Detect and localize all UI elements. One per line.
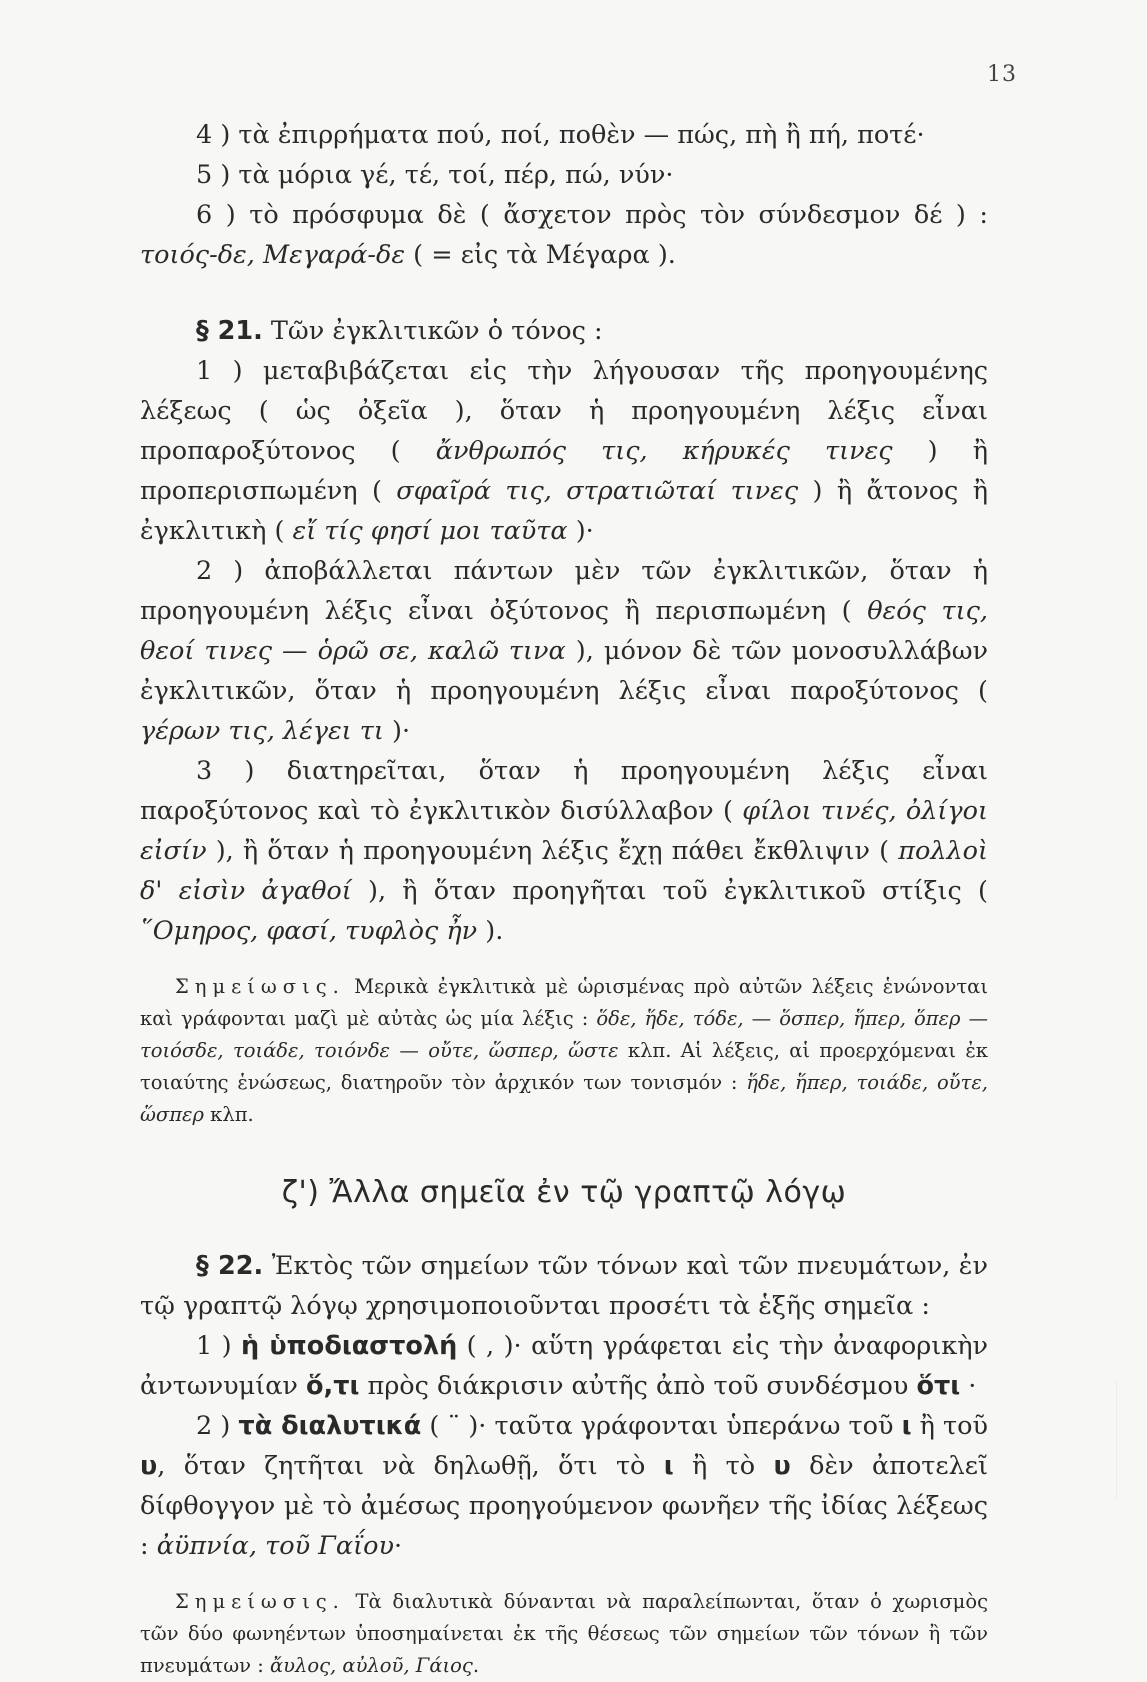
rule3-text-a: 3 ) διατηρεῖται, ὅταν ἡ προηγουμένη λέξις εἶναι παροξύτονος καὶ τὸ ἐγκλιτικὸν δισύλλαβον ( xyxy=(140,756,988,826)
rule1-example-2: σφαῖρά τις, στρατιῶταί τινες xyxy=(396,476,799,506)
item1-text-c: · xyxy=(960,1371,977,1401)
rule2-example-1: θεός τις, θεοί τινες — ὁρῶ σε, καλῶ τινα xyxy=(140,596,988,666)
section-22-item-2 xyxy=(140,1406,988,1566)
rule3-example-3: ῞Ομηρος, φασί, τυφλὸς ἦν xyxy=(140,916,478,946)
rule1-text-c: ) ἢ ἄτονος ἢ ἐγκλιτικὴ ( xyxy=(140,476,988,546)
note-1 xyxy=(140,971,988,1131)
item2-text-d: ἢ τὸ xyxy=(673,1451,774,1481)
item2-term: τὰ διαλυτικά xyxy=(238,1411,422,1441)
note-1-examples-2: ἥδε, ἥπερ, τοιάδε, οὔτε, ὥσπερ xyxy=(140,1071,988,1126)
rule1-text-d: )· xyxy=(567,516,594,546)
list-item-4: 4 ) τὰ ἐπιρρήματα πού, ποί, ποθὲν — πώς, πὴ ἢ πή, ποτέ· xyxy=(196,120,925,150)
item2-letter-iota: ι xyxy=(901,1411,912,1441)
item2-text-e: δὲν ἀποτελεῖ δίφθογγον μὲ τὸ ἀμέσως προηγούμενον φωνῆεν τῆς ἰδίας λέξεως : xyxy=(140,1451,988,1561)
rule2-text-c: )· xyxy=(383,716,411,746)
note-1-label: Σημείωσις. xyxy=(175,975,345,998)
rule2-text-b: ), μόνον δὲ τῶν μονοσυλλάβων ἐγκλιτικῶν, ὅταν ἡ προηγουμένη λέξις εἶναι παροξύτονος ( xyxy=(140,636,989,706)
rule3-example-1: φίλοι τινές, ὀλίγοι εἰσίν xyxy=(140,796,989,866)
item2-text-f: · xyxy=(393,1531,403,1561)
item2-text-a: ( ¨ )· ταῦτα γράφονται ὑπεράνω τοῦ xyxy=(421,1411,902,1441)
item2-text-c: , ὅταν ζητῆται νὰ δηλωθῇ, ὅτι τὸ xyxy=(157,1451,664,1481)
item1-term-2: ὅ,τι xyxy=(306,1371,360,1401)
section-21-rule-1 xyxy=(140,351,988,551)
section-21-title-text: Τῶν ἐγκλιτικῶν ὁ τόνος : xyxy=(262,316,603,346)
section-21-rule-3 xyxy=(140,751,988,951)
section-22-item-1 xyxy=(140,1326,988,1406)
section-22-intro-text: Ἐκτὸς τῶν σημείων τῶν τόνων καὶ τῶν πνευμάτων, ἐν τῷ γραπτῷ λόγῳ χρησιμοποιοῦνται προσέτι τὰ ἑξῆς σημεῖα : xyxy=(140,1251,988,1321)
rule3-text-d: ). xyxy=(477,916,504,946)
note-1-text-b: κλπ. Αἱ λέξεις, αἱ προερχόμεναι ἐκ τοιαύτης ἑνώσεως, διατηροῦν τὸν ἀρχικόν των τονισμόν : xyxy=(140,1039,988,1094)
item1-term: ἡ ὑποδιαστολή xyxy=(241,1331,458,1361)
note-1-text-c: κλπ. xyxy=(203,1103,254,1126)
page-number: 13 xyxy=(987,62,1017,87)
rule1-text-a: 1 ) μεταβιβάζεται εἰς τὴν λήγουσαν τῆς προηγουμένης λέξεως ( ὡς ὀξεῖα ), ὅταν ἡ προηγουμένη λέξις εἶναι προπαροξύτονος ( xyxy=(140,356,988,466)
item2-examples: ἀϋπνία, τοῦ Γαΐου xyxy=(156,1531,394,1561)
item1-text-a: ( , )· αὕτη γράφεται εἰς τὴν ἀναφορικὴν ἀντωνυμίαν xyxy=(140,1331,988,1401)
item2-letter-upsilon: υ xyxy=(140,1451,158,1481)
rule2-text-a: 2 ) ἀποβάλλεται πάντων μὲν τῶν ἐγκλιτικῶν, ὅταν ἡ προηγουμένη λέξις εἶναι ὀξύτονος ἢ περισπωμένη ( xyxy=(140,556,988,626)
list-item-6 xyxy=(140,195,988,275)
section-22-marker: § 22. xyxy=(196,1251,264,1281)
list-item-5: 5 ) τὰ μόρια γέ, τέ, τοί, πέρ, πώ, νύν· xyxy=(196,160,674,190)
note-2 xyxy=(140,1586,988,1682)
item1-term-3: ὅτι xyxy=(916,1371,961,1401)
item1-number: 1 ) xyxy=(196,1331,242,1361)
note-2-text-a: Τὰ διαλυτικὰ δύνανται νὰ παραλείπωνται, ὅταν ὁ χωρισμὸς τῶν δύο φωνηέντων ὑποσημαίνεται ἐκ τῆς θέσεως τῶν σημείων τῶν τόνων ἢ τῶν πνευμάτων : xyxy=(140,1590,988,1677)
page-corner-shadow xyxy=(1116,1380,1147,1500)
item2-letter-upsilon-2: υ xyxy=(773,1451,791,1481)
section-21-marker: § 21. xyxy=(196,316,263,346)
item2-letter-iota-2: ι xyxy=(663,1451,674,1481)
note-2-text-b: . xyxy=(472,1654,480,1677)
section-21-title xyxy=(140,311,988,351)
item6-text-a: 6 ) τὸ πρόσφυμα δὲ ( ἄσχετον πρὸς τὸν σύνδεσμον δέ ) : xyxy=(196,200,988,230)
rule3-example-2: πολλοὶ δ' εἰσὶν ἀγαθοί xyxy=(140,836,988,906)
item1-text-b: πρὸς διάκρισιν αὐτῆς ἀπὸ τοῦ συνδέσμου xyxy=(359,1371,917,1401)
note-2-label: Σημείωσις. xyxy=(175,1590,345,1613)
item2-text-b: ἢ τοῦ xyxy=(911,1411,988,1441)
rule1-example-1: ἄνθρωπός τις, κήρυκές τινες xyxy=(435,436,893,466)
rule1-example-3: εἴ τίς φησί μοι ταῦτα xyxy=(292,516,568,546)
section-22-intro xyxy=(140,1246,988,1326)
body-text xyxy=(140,115,988,1682)
rule3-text-c: ), ἢ ὅταν προηγῆται τοῦ ἐγκλιτικοῦ στίξις ( xyxy=(351,876,989,906)
note-1-examples-1: ὅδε, ἥδε, τόδε, — ὅσπερ, ἥπερ, ὅπερ — τοιόσδε, τοιάδε, τοιόνδε — οὔτε, ὥσπερ, ὥστε xyxy=(140,1007,988,1062)
item6-text-b: ( = εἰς τὰ Μέγαρα ). xyxy=(405,240,676,270)
item6-italic-example: τοιός-δε, Μεγαρά-δε xyxy=(140,240,406,270)
note-2-examples: ἄυλος, αὐλοῦ, Γάιος xyxy=(269,1654,473,1677)
note-1-text-a: Μερικὰ ἐγκλιτικὰ μὲ ὡρισμένας πρὸ αὐτῶν λέξεις ἑνώνονται καὶ γράφονται μαζὶ μὲ αὐτὰς ὡς μία λέξις : xyxy=(140,975,988,1030)
item2-number: 2 ) xyxy=(196,1411,239,1441)
rule1-text-b: ) ἢ προπερισπωμένη ( xyxy=(140,436,988,506)
rule2-example-2: γέρων τις, λέγει τι xyxy=(140,716,384,746)
section-21-rule-2 xyxy=(140,551,988,751)
rule3-text-b: ), ἢ ὅταν ἡ προηγουμένη λέξις ἔχῃ πάθει ἔκθλιψιν ( xyxy=(206,836,899,866)
section-heading: ζ') Ἄλλα σημεῖα ἐν τῷ γραπτῷ λόγῳ xyxy=(281,1175,847,1210)
